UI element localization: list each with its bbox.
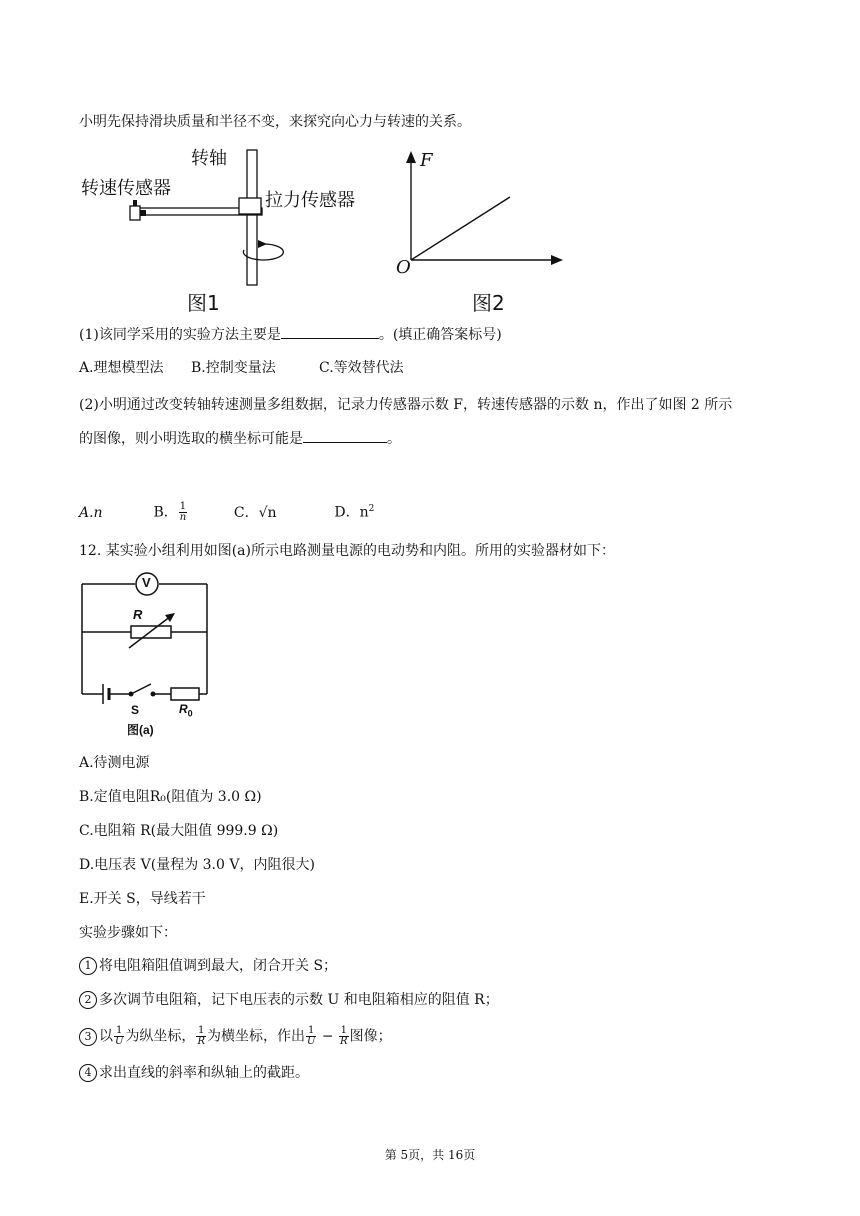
apparatus-drawing [79, 140, 389, 315]
question-12-intro: 12. 某实验小组利用如图(a)所示电路测量电源的电动势和内阻。所用的实验器材如下： [79, 543, 615, 559]
resistor-box-label: R [133, 607, 143, 622]
origin-label: O [396, 257, 411, 278]
q1-suffix: 。(填正确答案标号) [378, 327, 502, 343]
steps-title: 实验步骤如下： [79, 925, 177, 941]
equipment-d: D.电压表 V(量程为 3.0 V，内阻很大) [79, 857, 315, 873]
step-1: 1 将电阻箱阻值调到最大，闭合开关 S； [79, 956, 337, 976]
switch-label: S [131, 703, 140, 717]
q2-option-c: C．√n [233, 504, 277, 521]
q1-options [79, 358, 404, 378]
figure-2 [390, 145, 570, 315]
intro-text: 小明先保持滑块质量和半径不变，来探究向心力与转速的关系。 [79, 114, 471, 130]
q1-option-a: A.理想模型法 [79, 360, 164, 376]
speed-sensor-label: 转速传感器 [81, 178, 171, 199]
figure-2-caption: 图2 [472, 291, 505, 315]
circuit-drawing [79, 570, 219, 742]
question-2-line-1: (2)小明通过改变转轴转速测量多组数据，记录力传感器示数 F，转速传感器的示数 n，作出了如图 2 所示 [79, 397, 733, 413]
step-2: 2 多次调节电阻箱，记下电压表的示数 U 和电阻箱相应的阻值 R； [79, 990, 499, 1010]
circuit-caption: 图(a) [127, 723, 154, 737]
equipment-c: C.电阻箱 R(最大阻值 999.9 Ω) [79, 823, 279, 839]
q1-prompt: (1)该同学采用的实验方法主要是 [79, 327, 281, 343]
q2-answer-blank[interactable] [303, 428, 387, 443]
q1-answer-blank[interactable] [281, 324, 379, 339]
step-3: 3 以 $\frac{1}{U}$ 为纵坐标， $\frac{1}{R}$ 为横坐标，作出 $\frac{1}{U}$ − $\frac{1}{R}$ 图像； [79, 1026, 392, 1047]
force-sensor-label: 拉力传感器 [265, 190, 355, 211]
q1-option-c: C.等效替代法 [319, 360, 404, 376]
q1-option-b: B.控制变量法 [191, 360, 276, 376]
voltmeter-label: V [142, 575, 151, 590]
question-1 [79, 324, 502, 345]
equipment-e: E.开关 S，导线若干 [79, 891, 206, 907]
page-footer: 第 5页，共 16页 [384, 1148, 476, 1162]
q2-prompt: 的图像，则小明选取的横坐标可能是 [79, 431, 303, 447]
circuit-figure [79, 570, 219, 742]
shaft-label: 转轴 [191, 148, 227, 169]
fixed-resistor-label: $R_0$ [179, 702, 193, 719]
f-axis-label: F [420, 150, 433, 171]
q2-option-d: D．$n^2$ [334, 504, 375, 521]
equipment-a: A.待测电源 [79, 755, 150, 771]
equipment-b: B.定值电阻R₀(阻值为 3.0 Ω) [79, 789, 262, 805]
proportional-line [411, 197, 510, 260]
question-2-line-2 [79, 428, 401, 449]
q2-option-b: B． $\frac{1}{n}$ [153, 501, 187, 524]
q2-options [79, 499, 374, 523]
figure-1-caption: 图1 [187, 291, 220, 315]
step-4: 4 求出直线的斜率和纵轴上的截距。 [79, 1063, 309, 1083]
q2-option-a: A.n [79, 504, 103, 521]
figure-1 [79, 140, 389, 315]
q2-suffix: 。 [387, 431, 401, 447]
